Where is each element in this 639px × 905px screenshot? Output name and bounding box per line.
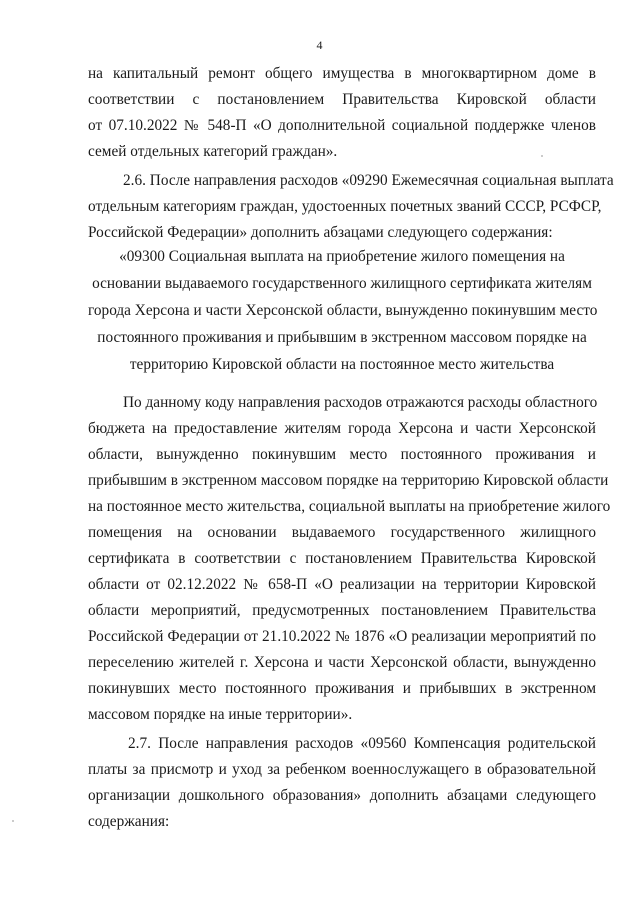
paragraph-2-7 <box>88 731 596 835</box>
text-line: организации дошкольного образования» дополнить абзацами следующего <box>88 787 596 804</box>
text-line: платы за присмотр и уход за ребенком военнослужащего в образовательной <box>88 761 596 778</box>
text-line: области мероприятий, предусмотренных постановлением Правительства <box>88 602 596 619</box>
text-line: области, вынужденно покинувшим место постоянного проживания и <box>88 446 596 463</box>
text-line: области от 02.12.2022 № 658-П «О реализации на территории Кировской <box>88 576 596 593</box>
paragraph-description <box>88 390 611 728</box>
scan-speck <box>12 820 14 822</box>
text-line: на капитальный ремонт общего имущества в многоквартирном доме в <box>88 65 596 82</box>
text-line: массовом порядке на иные территории». <box>88 706 353 723</box>
paragraph-2-6 <box>88 168 614 246</box>
text-line: прибывшим в экстренном массовом порядке на территорию Кировской области <box>88 472 609 489</box>
text-line: на постоянное место жительства, социальной выплаты на приобретение жилого <box>88 498 611 515</box>
text-line: содержания: <box>88 813 170 830</box>
quote-line: города Херсона и части Херсонской области, вынужденно покинувшим место <box>88 302 598 319</box>
scan-speck <box>541 155 543 157</box>
quote-line: постоянного проживания и прибывшим в экстренном массовом порядке на <box>97 329 587 346</box>
quote-line: территорию Кировской области на постоянное место жительства <box>129 356 555 373</box>
text-line: Российской Федерации» дополнить абзацами следующего содержания: <box>88 224 553 241</box>
page-number: 4 <box>316 38 323 52</box>
text-line: помещения на основании выдаваемого государственного жилищного <box>88 524 596 541</box>
quoted-code-block <box>88 243 596 378</box>
text-line: сертификата в соответствии с постановлением Правительства Кировской <box>88 550 596 567</box>
text-line: бюджета на предоставление жителям города Херсона и части Херсонской <box>88 420 596 437</box>
text-line: от 07.10.2022 № 548-П «О дополнительной социальной поддержке членов <box>88 117 596 134</box>
text-line: соответствии с постановлением Правительства Кировской области <box>88 91 596 108</box>
text-line: Российской Федерации от 21.10.2022 № 1876 «О реализации мероприятий по <box>88 628 596 645</box>
quote-line: «09300 Социальная выплата на приобретение жилого помещения на <box>119 248 565 265</box>
text-line: По данному коду направления расходов отражаются расходы областного <box>123 394 598 411</box>
quote-line: основании выдаваемого государственного жилищного сертификата жителям <box>92 275 592 292</box>
text-line: покинувших место постоянного проживания и прибывших в экстренном <box>88 680 596 697</box>
text-line: отдельным категориям граждан, удостоенных почетных званий СССР, РСФСР, <box>88 198 602 215</box>
text-line: 2.7. После направления расходов «09560 Компенсация родительской <box>128 735 596 752</box>
text-line: 2.6. После направления расходов «09290 Ежемесячная социальная выплата <box>123 172 614 189</box>
text-line: семей отдельных категорий граждан». <box>88 143 338 160</box>
paragraph-1 <box>88 61 596 165</box>
text-line: переселению жителей г. Херсона и части Херсонской области, вынужденно <box>88 654 596 671</box>
